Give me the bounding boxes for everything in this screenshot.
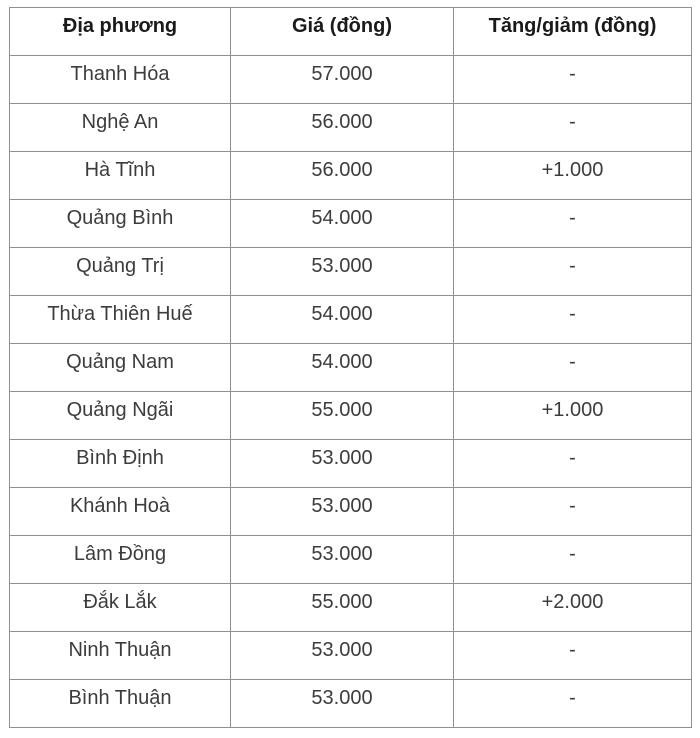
province-cell: Quảng Bình [10, 200, 231, 248]
province-cell: Hà Tĩnh [10, 152, 231, 200]
province-cell: Lâm Đồng [10, 536, 231, 584]
province-cell: Quảng Trị [10, 248, 231, 296]
table-row [10, 104, 692, 152]
price-cell: 53.000 [231, 488, 454, 536]
price-cell: 56.000 [231, 152, 454, 200]
table-row [10, 392, 692, 440]
change-cell: - [454, 296, 692, 344]
table-row [10, 488, 692, 536]
col-header-province: Địa phương [10, 8, 231, 56]
price-cell: 53.000 [231, 632, 454, 680]
col-header-price: Giá (đồng) [231, 8, 454, 56]
table-row [10, 200, 692, 248]
table-header-row [10, 8, 692, 56]
change-cell: - [454, 440, 692, 488]
province-cell: Khánh Hoà [10, 488, 231, 536]
table-row [10, 680, 692, 728]
table-row [10, 296, 692, 344]
province-cell: Quảng Ngãi [10, 392, 231, 440]
price-table [9, 7, 692, 728]
col-header-change: Tăng/giảm (đồng) [454, 8, 692, 56]
price-cell: 56.000 [231, 104, 454, 152]
table-row [10, 632, 692, 680]
province-cell: Thừa Thiên Huế [10, 296, 231, 344]
change-cell: - [454, 488, 692, 536]
price-cell: 57.000 [231, 56, 454, 104]
table-row [10, 344, 692, 392]
change-cell: - [454, 104, 692, 152]
province-cell: Bình Thuận [10, 680, 231, 728]
price-cell: 53.000 [231, 536, 454, 584]
change-cell: +2.000 [454, 584, 692, 632]
table-row [10, 248, 692, 296]
price-cell: 54.000 [231, 200, 454, 248]
province-cell: Bình Định [10, 440, 231, 488]
province-cell: Quảng Nam [10, 344, 231, 392]
change-cell: - [454, 536, 692, 584]
province-cell: Ninh Thuận [10, 632, 231, 680]
price-cell: 53.000 [231, 440, 454, 488]
price-cell: 53.000 [231, 248, 454, 296]
table-row [10, 584, 692, 632]
change-cell: +1.000 [454, 152, 692, 200]
price-cell: 55.000 [231, 392, 454, 440]
table-row [10, 56, 692, 104]
price-cell: 53.000 [231, 680, 454, 728]
change-cell: - [454, 632, 692, 680]
price-cell: 55.000 [231, 584, 454, 632]
province-cell: Thanh Hóa [10, 56, 231, 104]
table-row [10, 440, 692, 488]
change-cell: - [454, 680, 692, 728]
price-cell: 54.000 [231, 344, 454, 392]
table-row [10, 536, 692, 584]
change-cell: - [454, 344, 692, 392]
change-cell: - [454, 56, 692, 104]
province-cell: Nghệ An [10, 104, 231, 152]
change-cell: - [454, 200, 692, 248]
table-row [10, 152, 692, 200]
change-cell: +1.000 [454, 392, 692, 440]
change-cell: - [454, 248, 692, 296]
price-cell: 54.000 [231, 296, 454, 344]
province-cell: Đắk Lắk [10, 584, 231, 632]
